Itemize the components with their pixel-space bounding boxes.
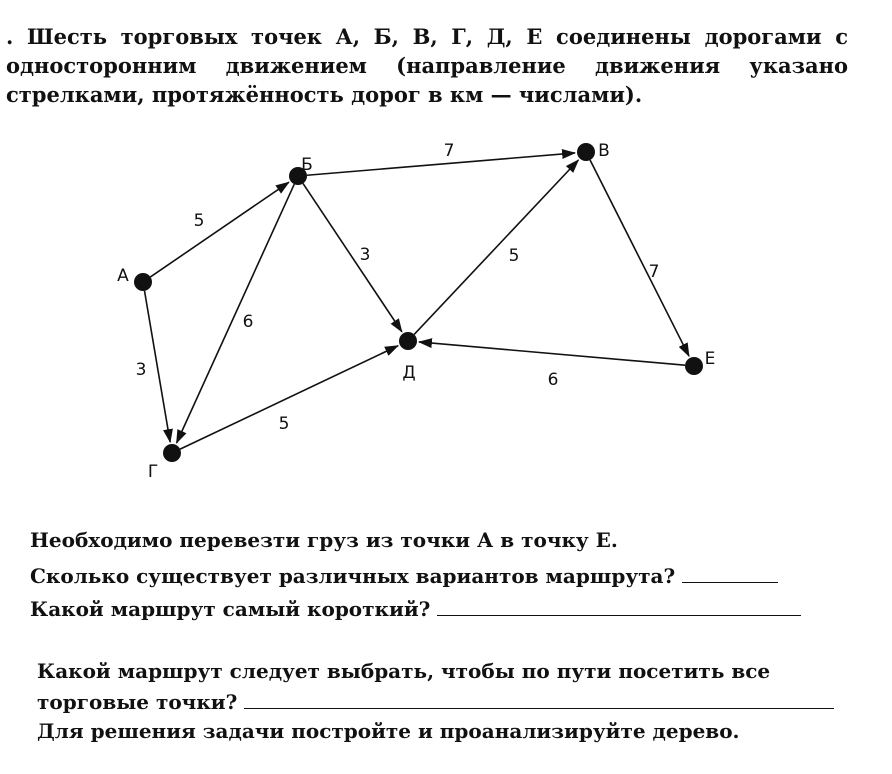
edge-length-label: 7 <box>648 262 660 282</box>
node-label: Г <box>147 462 159 482</box>
node-label: Е <box>704 349 716 369</box>
edge-length-label: 3 <box>135 360 147 380</box>
answer-blank-all-points-route[interactable] <box>244 688 834 709</box>
edge-length-label: 5 <box>193 211 205 231</box>
edge-length-label: 7 <box>443 141 455 161</box>
question-3-text: Какой маршрут самый короткий? <box>30 597 431 621</box>
edge-E-D <box>419 342 685 365</box>
edge-V-E <box>590 160 689 356</box>
nodes-layer <box>117 141 715 482</box>
edge-length-label: 6 <box>547 370 559 390</box>
edges-layer <box>136 141 689 449</box>
question-5: Для решения задачи постройте и проанализируйте дерево. <box>37 719 740 743</box>
node-point <box>399 332 417 350</box>
node-point <box>577 143 595 161</box>
node-point <box>685 357 703 375</box>
edge-D-V <box>414 160 578 334</box>
edge-length-label: 5 <box>508 246 520 266</box>
node-label: В <box>598 141 610 161</box>
answer-blank-routes-count[interactable] <box>682 562 778 583</box>
node-label: Д <box>402 363 416 383</box>
edge-A-B <box>150 182 288 277</box>
problem-intro-text: Шесть торговых точек А, Б, В, Г, Д, Е соединены дорогами с односторонним движением (направление движения указано стрелками, протяжённость дорог в км — числами). <box>6 24 848 107</box>
edge-B-D <box>303 183 402 331</box>
question-4-line-2 <box>37 688 834 714</box>
edge-length-label: 6 <box>242 312 254 332</box>
answer-blank-shortest-route[interactable] <box>437 595 801 616</box>
question-4-line-1: Какой маршрут следует выбрать, чтобы по пути посетить все <box>37 659 771 683</box>
node-label: Б <box>301 155 313 175</box>
edge-length-label: 5 <box>278 414 290 434</box>
question-1: Необходимо перевезти груз из точки А в точку Е. <box>30 528 618 552</box>
question-2 <box>30 562 778 588</box>
edge-A-G <box>145 291 171 442</box>
problem-number-fragment: . <box>6 24 14 49</box>
node-point <box>134 273 152 291</box>
edge-length-label: 3 <box>359 245 371 265</box>
question-4-text: торговые точки? <box>37 690 238 714</box>
node-label: А <box>117 266 129 286</box>
question-2-text: Сколько существует различных вариантов маршрута? <box>30 564 676 588</box>
edge-B-V <box>307 153 575 175</box>
question-3 <box>30 595 801 621</box>
node-point <box>163 444 181 462</box>
